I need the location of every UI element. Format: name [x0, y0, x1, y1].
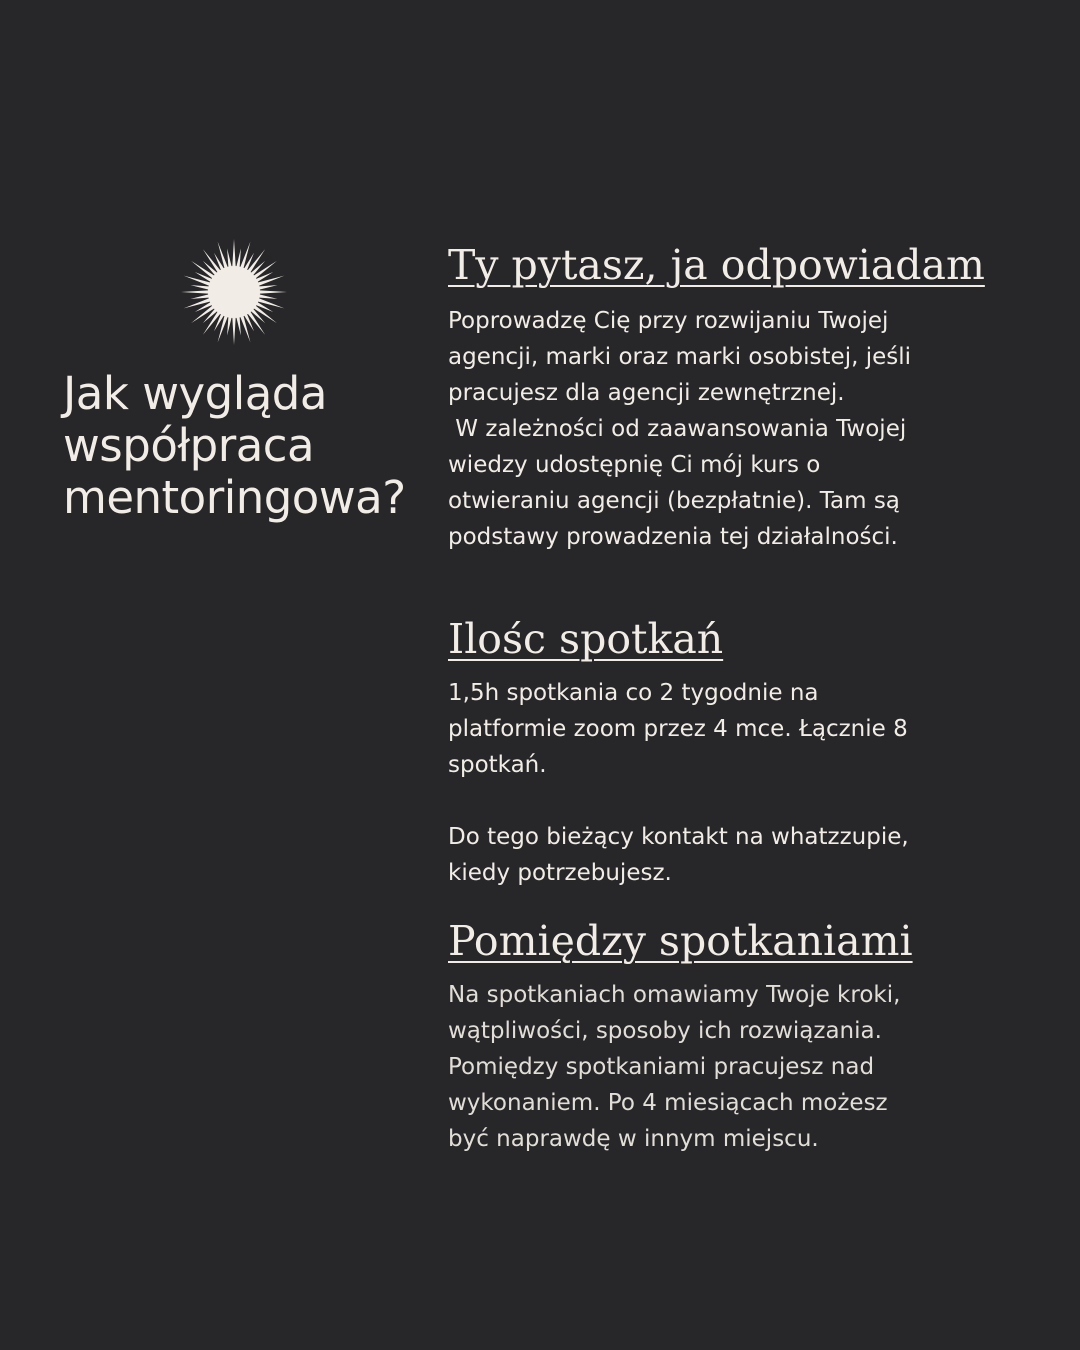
starburst-ray — [227, 249, 232, 269]
starburst-ray — [227, 315, 232, 335]
starburst-ray — [258, 290, 287, 294]
section-heading: Ilośc spotkań — [448, 615, 724, 663]
starburst-ray — [236, 249, 241, 269]
section-body — [448, 977, 1008, 1157]
section-between-meetings — [448, 916, 1008, 1157]
starburst-ray — [257, 285, 277, 290]
body-line: Na spotkaniach omawiamy Twoje kroki, — [448, 982, 901, 1008]
body-line: Pomiędzy spotkaniami pracujesz nad — [448, 1054, 875, 1080]
body-line: platformie zoom przez 4 mce. Łącznie 8 — [448, 716, 908, 742]
body-line: Poprowadzę Cię przy rozwijaniu Twojej — [448, 308, 889, 334]
page-title-line-1: Jak wygląda — [63, 367, 327, 420]
body-line: wykonaniem. Po 4 miesiącach możesz — [448, 1090, 888, 1116]
section-meeting-count — [448, 614, 1008, 891]
body-line: pracujesz dla agencji zewnętrznej. — [448, 380, 845, 406]
body-line: agencji, marki oraz marki osobistej, jeśli — [448, 344, 912, 370]
paragraph-gap — [448, 783, 1008, 819]
body-line: spotkań. — [448, 752, 547, 778]
starburst-ray — [191, 294, 211, 299]
body-line: Do tego bieżący kontakt na whatzzupie, — [448, 824, 909, 850]
body-line: W zależności od zaawansowania Twojej — [448, 416, 907, 442]
starburst-ray — [191, 285, 211, 290]
body-line: wiedzy udostępnię Ci mój kurs o — [448, 452, 821, 478]
body-line: otwieraniu agencji (bezpłatnie). Tam są — [448, 488, 900, 514]
body-line: 1,5h spotkania co 2 tygodnie na — [448, 680, 819, 706]
starburst-ray — [232, 239, 236, 268]
starburst-ray — [257, 294, 277, 299]
page-title-line-3: mentoringowa? — [63, 471, 406, 524]
page-title-line-2: współpraca — [63, 419, 315, 472]
page-title — [63, 368, 433, 524]
section-body — [448, 675, 1008, 891]
starburst-ray — [181, 290, 210, 294]
body-line: być naprawdę w innym miejscu. — [448, 1126, 819, 1152]
section-questions-answers — [448, 240, 1008, 555]
section-heading: Pomiędzy spotkaniami — [448, 917, 913, 965]
starburst-icon — [180, 238, 288, 346]
body-line: wątpliwości, sposoby ich rozwiązania. — [448, 1018, 882, 1044]
body-line: kiedy potrzebujesz. — [448, 860, 672, 886]
starburst-ray — [232, 316, 236, 345]
body-line: podstawy prowadzenia tej działalności. — [448, 524, 898, 550]
section-body — [448, 303, 1008, 555]
starburst-ray — [236, 315, 241, 335]
section-heading: Ty pytasz, ja odpowiadam — [448, 241, 985, 289]
